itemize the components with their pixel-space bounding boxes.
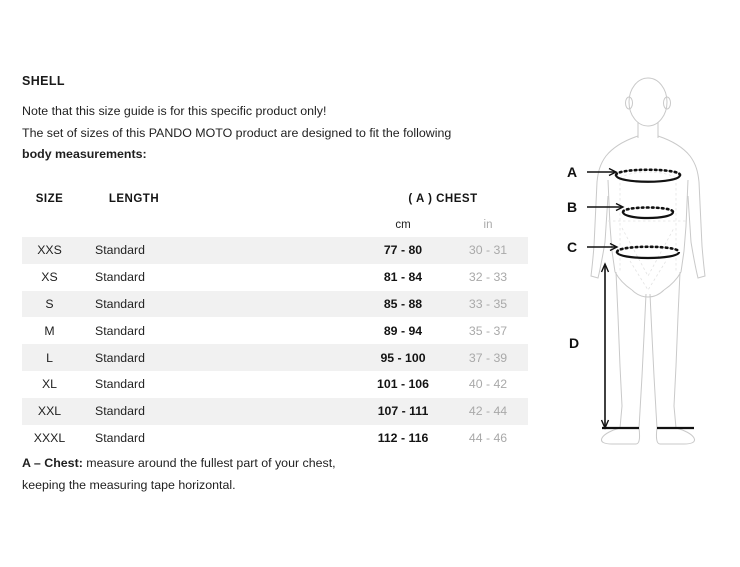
mannequin-guide-lines bbox=[608, 172, 688, 290]
intro-section bbox=[22, 74, 534, 166]
cell-size: XL bbox=[41, 377, 58, 392]
table-row bbox=[22, 317, 528, 344]
table-subheader-row bbox=[22, 212, 528, 237]
cell-length: Standard bbox=[95, 430, 145, 445]
cell-size: M bbox=[44, 323, 55, 338]
marker-labels bbox=[567, 164, 579, 351]
subheader-length-blank bbox=[95, 212, 173, 237]
head-shape bbox=[629, 78, 667, 126]
cell-gap bbox=[77, 317, 95, 344]
cell-gap bbox=[77, 291, 95, 318]
cell-size: XXS bbox=[22, 237, 77, 264]
cell-gap bbox=[77, 344, 95, 371]
cell-chest-inches: 33 - 35 bbox=[448, 291, 528, 318]
measurement-note bbox=[22, 453, 452, 496]
subheader-spacer-blank bbox=[173, 212, 358, 237]
left-foot-shape bbox=[601, 428, 639, 444]
column-header-size: SIZE bbox=[35, 193, 64, 205]
column-header-chest: ( A ) CHEST bbox=[408, 193, 478, 205]
table-row bbox=[22, 237, 528, 264]
column-header-gap bbox=[77, 186, 95, 212]
cell-chest-cm: 112 - 116 bbox=[377, 430, 429, 445]
table-row bbox=[22, 264, 528, 291]
cell-length: Standard bbox=[95, 291, 173, 318]
cell-chest-inches: 44 - 46 bbox=[468, 430, 508, 445]
unit-header-in: in bbox=[483, 218, 493, 231]
cell-spacer bbox=[173, 344, 358, 371]
cell-size: XXL bbox=[22, 398, 77, 425]
cell-spacer bbox=[173, 371, 358, 398]
cell-chest-inches: 40 - 42 bbox=[468, 377, 508, 392]
hip-outline bbox=[615, 272, 681, 290]
cell-chest-cm: 89 - 94 bbox=[383, 323, 423, 338]
cell-gap bbox=[77, 425, 95, 452]
cell-chest-inches: 30 - 31 bbox=[448, 237, 528, 264]
unit-header-cm: cm bbox=[395, 218, 411, 231]
body-measurement-diagram bbox=[560, 76, 740, 446]
waist-band-b bbox=[623, 208, 673, 219]
cell-chest-cm: 81 - 84 bbox=[383, 270, 423, 285]
table-row bbox=[22, 371, 528, 398]
hip-band-c-solid-bottom bbox=[617, 252, 679, 258]
cell-length: Standard bbox=[95, 344, 173, 371]
right-leg-outline bbox=[650, 272, 680, 428]
cell-chest-inches: 37 - 39 bbox=[448, 344, 528, 371]
marker-label-a: A bbox=[566, 164, 578, 180]
left-leg-outline bbox=[616, 272, 646, 428]
cell-chest-cm: 107 - 111 bbox=[358, 398, 448, 425]
measurement-note-line-1 bbox=[22, 453, 452, 475]
column-header-spacer bbox=[173, 186, 358, 212]
subheader-gap-blank bbox=[77, 212, 95, 237]
intro-line-2: The set of sizes of this PANDO MOTO product are designed to fit the following bbox=[22, 125, 452, 140]
cell-length: Standard bbox=[95, 377, 145, 392]
cell-size: L bbox=[22, 344, 77, 371]
table-row bbox=[22, 425, 528, 452]
chest-band-a-dotted-top bbox=[616, 170, 680, 175]
cell-spacer bbox=[173, 291, 358, 318]
cell-gap bbox=[77, 264, 95, 291]
table-header-row bbox=[22, 186, 528, 212]
cell-size: S bbox=[22, 291, 77, 318]
cell-length: Standard bbox=[95, 398, 173, 425]
measurement-note-line-2: keeping the measuring tape horizontal. bbox=[22, 477, 236, 492]
table-row bbox=[22, 398, 528, 425]
cell-length: Standard bbox=[95, 270, 145, 285]
cell-length: Standard bbox=[95, 237, 173, 264]
marker-label-d: D bbox=[568, 335, 580, 351]
cell-gap bbox=[77, 237, 95, 264]
intro-line-3: body measurements: bbox=[22, 147, 147, 161]
cell-gap bbox=[77, 371, 95, 398]
subheader-size-blank bbox=[22, 212, 77, 237]
mannequin-body-outline bbox=[591, 78, 705, 444]
measurement-bands bbox=[602, 170, 694, 428]
cell-spacer bbox=[173, 237, 358, 264]
table-row bbox=[22, 291, 528, 318]
cell-chest-cm: 95 - 100 bbox=[358, 344, 448, 371]
table-row bbox=[22, 344, 528, 371]
cell-gap bbox=[77, 398, 95, 425]
hip-band-c-dotted-top bbox=[617, 247, 679, 252]
chest-band-a-solid-bottom bbox=[616, 175, 680, 182]
waist-band-b-dotted-top bbox=[623, 208, 673, 213]
size-chart-table bbox=[22, 186, 528, 451]
cell-chest-inches: 32 - 33 bbox=[468, 270, 508, 285]
cell-spacer bbox=[173, 398, 358, 425]
marker-label-b: B bbox=[566, 199, 578, 215]
cell-chest-cm: 77 - 80 bbox=[358, 237, 448, 264]
column-header-length: LENGTH bbox=[108, 193, 160, 205]
cell-chest-cm: 85 - 88 bbox=[358, 291, 448, 318]
chest-band-a bbox=[616, 170, 680, 182]
hip-band-c bbox=[617, 247, 679, 258]
cell-size: XS bbox=[41, 270, 58, 285]
cell-spacer bbox=[173, 264, 358, 291]
cell-chest-cm: 101 - 106 bbox=[377, 377, 429, 392]
cell-spacer bbox=[173, 317, 358, 344]
measurement-note-label: A – Chest: bbox=[22, 456, 83, 470]
page-title: SHELL bbox=[22, 74, 65, 88]
right-foot-shape bbox=[656, 428, 694, 444]
cell-spacer bbox=[173, 425, 358, 452]
intro-line-1: Note that this size guide is for this specific product only! bbox=[22, 104, 327, 118]
crotch-outline bbox=[632, 290, 664, 297]
cell-chest-inches: 42 - 44 bbox=[448, 398, 528, 425]
mannequin-figure-svg bbox=[560, 76, 740, 446]
torso-left-side bbox=[608, 180, 615, 272]
cell-chest-inches: 35 - 37 bbox=[468, 323, 508, 338]
cell-length: Standard bbox=[95, 323, 145, 338]
waist-band-b-solid-bottom bbox=[623, 212, 673, 218]
torso-right-side bbox=[681, 180, 688, 272]
measurement-note-text: measure around the fullest part of your chest, bbox=[82, 456, 336, 470]
cell-size: XXXL bbox=[33, 430, 66, 445]
marker-label-c: C bbox=[566, 239, 578, 255]
